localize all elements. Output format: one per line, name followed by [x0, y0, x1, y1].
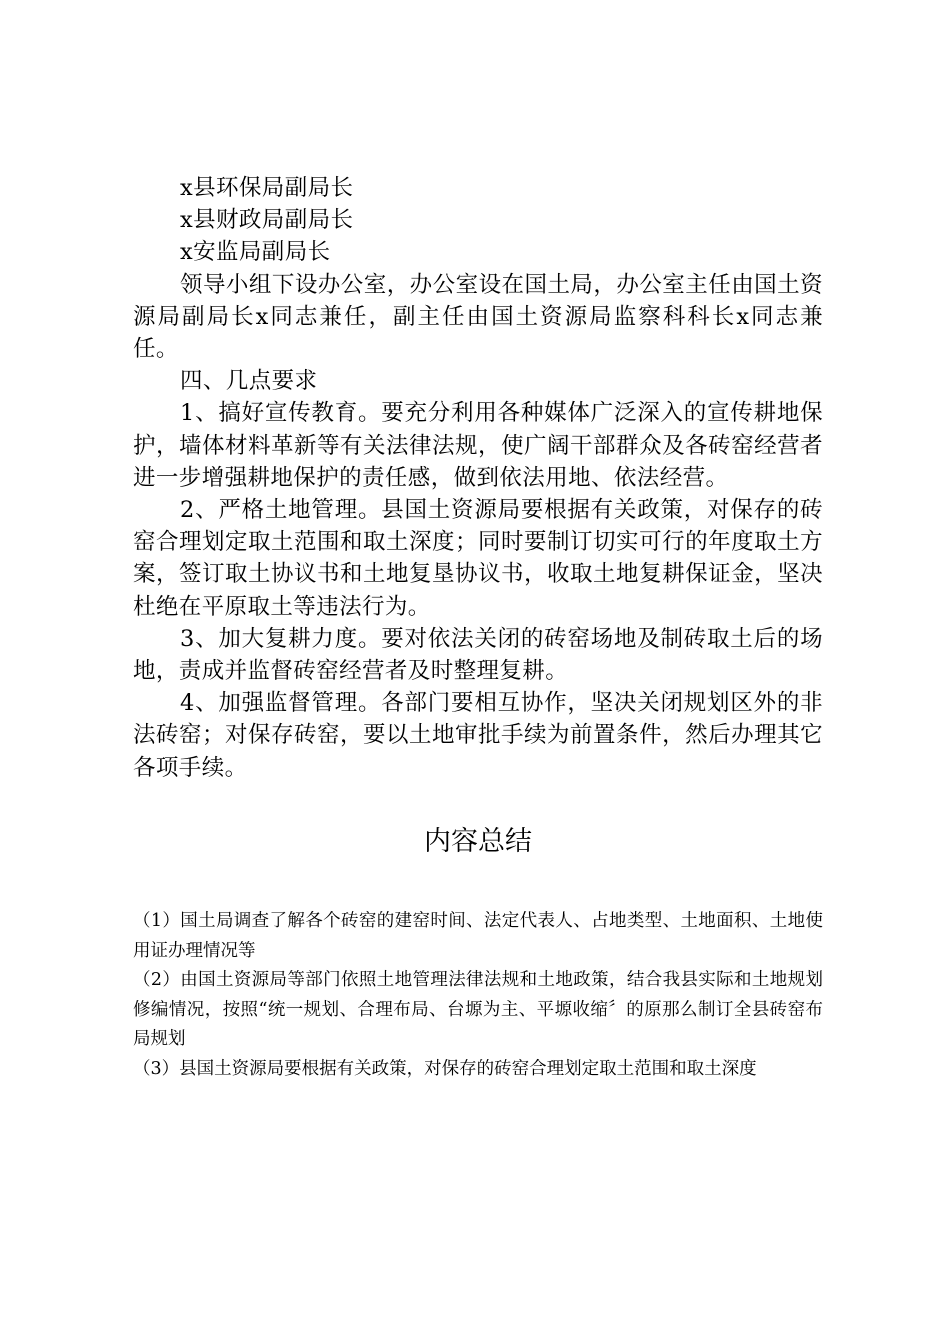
summary-item-3: （3）县国土资源局要根据有关政策，对保存的砖窑合理划定取土范围和取土深度 — [133, 1058, 757, 1079]
paragraph-requirement-2: 2、严格土地管理。县国土资源局要根据有关政策，对保存的砖窑合理划定取土范围和取土深度；同时要制订切实可行的年度取土方案，签订取土协议书和土地复垦协议书，收取土地复耕保证金，坚决杜绝在平原取土等违法行为。 — [133, 497, 823, 620]
summary-item-1: （1）国土局调查了解各个砖窑的建窑时间、法定代表人、占地类型、土地面积、土地使用证办理情况等 — [133, 911, 823, 961]
paragraph-member-1: x县环保局副局长 — [180, 175, 354, 201]
body-text — [133, 172, 823, 784]
paragraph-requirement-1: 1、搞好宣传教育。要充分利用各种媒体广泛深入的宣传耕地保护，墙体材料革新等有关法律法规，使广阔干部群众及各砖窑经营者进一步增强耕地保护的责任感，做到依法用地、依法经营。 — [133, 400, 823, 491]
paragraph-member-2: x县财政局副局长 — [180, 207, 354, 234]
paragraph-member-3: x安监局副局长 — [180, 239, 331, 266]
paragraph-requirement-3: 3、加大复耕力度。要对依法关闭的砖窑场地及制砖取土后的场地，责成并监督砖窑经营者及时整理复耕。 — [133, 625, 823, 685]
section-heading-requirements: 四、几点要求 — [180, 368, 318, 395]
summary-title: 内容总结 — [424, 826, 532, 857]
summary-item-2: （2）由国土资源局等部门依照土地管理法律法规和土地政策，结合我县实际和土地规划修编情况，按照“统一规划、合理布局、台塬为主、平塬收缩〞的原那么制订全县砖窑布局规划 — [133, 970, 823, 1049]
paragraph-office: 领导小组下设办公室，办公室设在国土局，办公室主任由国土资源局副局长x同志兼任，副主任由国土资源局监察科科长x同志兼任。 — [133, 271, 823, 363]
paragraph-requirement-4: 4、加强监督管理。各部门要相互协作，坚决关闭规划区外的非法砖窑；对保存砖窑，要以土地审批手续为前置条件，然后办理其它各项手续。 — [133, 690, 823, 781]
summary-list — [133, 907, 823, 1084]
document-page — [133, 172, 823, 1079]
